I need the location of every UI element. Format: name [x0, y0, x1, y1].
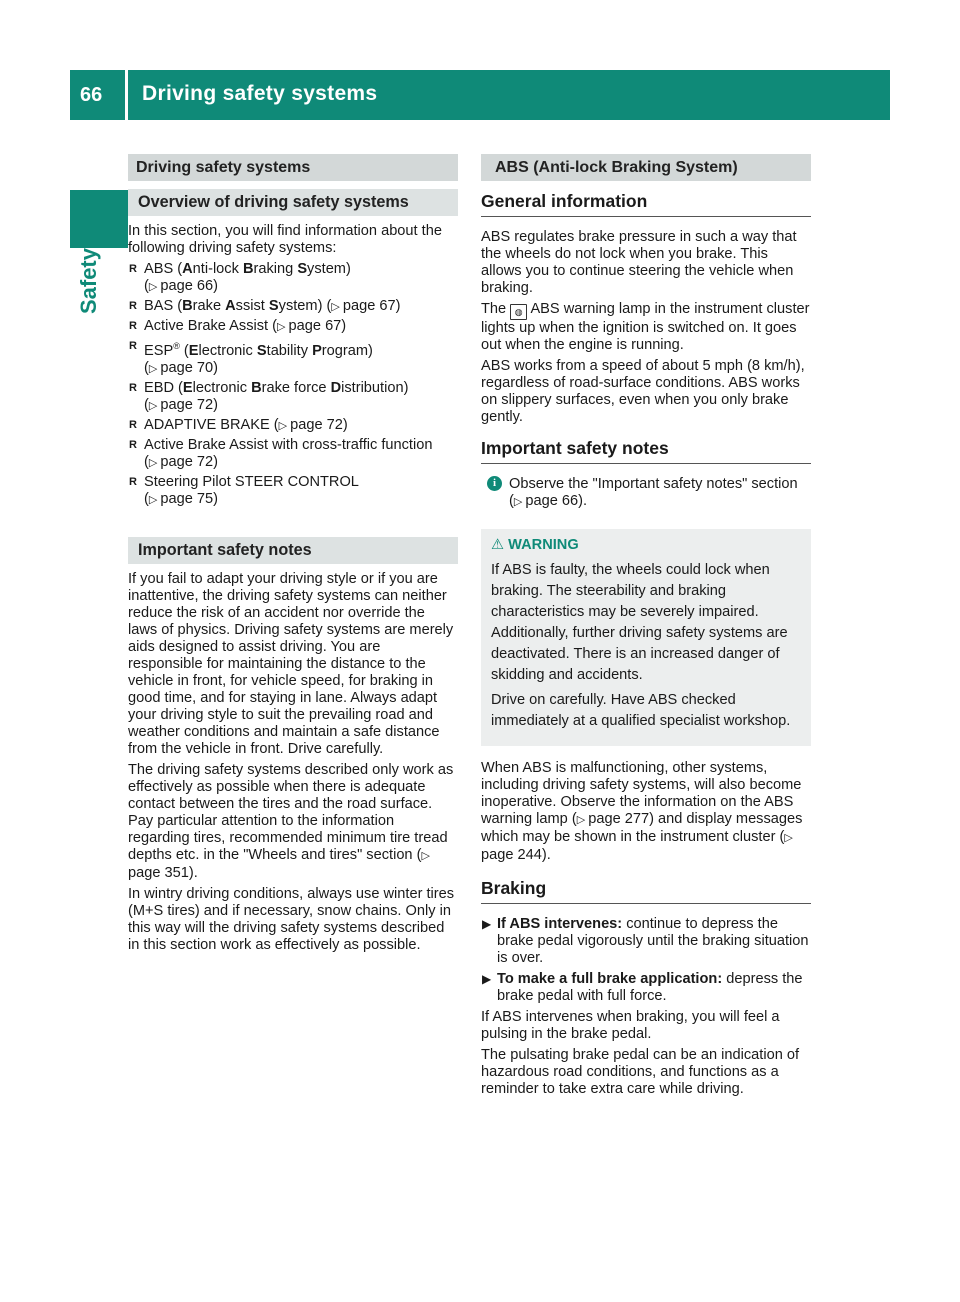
page-ref-link[interactable]: page 72): [160, 396, 219, 413]
safety-paragraph-1: If you fail to adapt your driving style or if you are inattentive, the driving safety systems can neither reduce the risk of an accident nor override the laws of physics. Driving safety systems are merely aids designed to assist driving. You are responsible for maintaining the distance to the vehicle in front, for vehicle speed, for braking in good time, and for staying in lane. Always adapt your driving style to suit the prevailing road and weather conditions and maintain a safe distance from the vehicle in front. Drive carefully.: [128, 570, 454, 757]
braking-paragraph-1: If ABS intervenes when braking, you will feel a pulsing in the brake pedal.: [481, 1009, 780, 1042]
section-title-abs: ABS (Anti-lock Braking System): [481, 154, 811, 181]
safety-paragraph-2-text: The driving safety systems described only work as effectively as possible when there is adequate contact between the tires and the road surface. Pay particular attention to the information regarding tires, recommended minimum tire tread depths etc. in the "Wheels and tires" section (: [128, 761, 454, 863]
page-ref-link[interactable]: page 244).: [481, 847, 551, 863]
malfunction-text-2: and display messages which may be shown in the instrument cluster (: [481, 811, 803, 845]
warning-box: [481, 529, 811, 746]
braking-step-2: [481, 971, 811, 1005]
list-item: R Active Brake Assist (▷ page 67): [129, 318, 347, 334]
page-ref-arrow-icon: ▷: [148, 456, 161, 469]
warning-triangle-icon: ⚠: [491, 537, 509, 553]
page-ref-arrow-icon: ▷: [278, 419, 291, 432]
bullet-icon: R: [129, 418, 137, 431]
general-paragraph-2: [481, 301, 811, 354]
overview-title: Overview of driving safety systems: [128, 189, 458, 216]
system-list: [128, 261, 458, 509]
safety-notes-title: Important safety notes: [128, 537, 458, 564]
list-item-label: ESP® (Electronic Stability Program): [144, 341, 373, 359]
page-ref-arrow-icon: ▷: [513, 496, 526, 508]
safety-paragraph-2: [128, 762, 458, 882]
page-ref-arrow-icon: ▷: [331, 301, 343, 313]
page-ref-link[interactable]: page 75): [160, 490, 219, 507]
warning-paragraph-1: If ABS is faulty, the wheels could lock when braking. The steerability and braking characteristics may be severely impaired. Additionally, further driving safety systems are deactivated. There is an increased danger of skidding and accidents.: [491, 562, 788, 683]
page-header: [70, 70, 890, 120]
general-paragraph-3: ABS works from a speed of about 5 mph (8 km/h), regardless of road-surface conditions. ABS works on slippery surfaces, even when you only brake gently.: [481, 358, 805, 425]
step-arrow-icon: ▶: [482, 917, 492, 931]
list-item-label: ADAPTIVE BRAKE: [144, 416, 274, 433]
page-ref-arrow-icon: ▷: [277, 321, 289, 333]
header-title: Driving safety systems: [142, 82, 378, 105]
page-ref-link[interactable]: page 351).: [128, 864, 198, 881]
bullet-icon: R: [129, 381, 137, 394]
page-ref-link[interactable]: page 277): [588, 811, 654, 827]
braking-title: Braking: [481, 880, 811, 904]
list-item: R ABS (Anti-lock Braking System) (▷ page 66): [129, 261, 351, 294]
bullet-icon: R: [129, 300, 137, 312]
list-item: R BAS (Brake Assist System) (▷ page 67): [129, 298, 401, 314]
list-item-label: BAS (Brake Assist System): [144, 298, 327, 314]
list-item: R Active Brake Assist with cross-traffic function (▷ page 72): [129, 436, 433, 470]
page-ref-link[interactable]: page 67): [288, 318, 347, 334]
info-icon: i: [487, 476, 502, 491]
list-item-label: Active Brake Assist: [144, 318, 273, 334]
page-ref-arrow-icon: ▷: [148, 493, 161, 506]
header-divider: [125, 70, 128, 120]
step-2-bold: To make a full brake application:: [497, 971, 723, 987]
page-ref-arrow-icon: ▷: [148, 399, 161, 412]
warning-title: [491, 537, 801, 554]
list-item: R Steering Pilot STEER CONTROL (▷ page 75): [129, 473, 359, 507]
general-paragraph-2-post: ABS warning lamp in the instrument cluster lights up when the ignition is switched on. It goes out when the engine is running.: [481, 301, 810, 353]
list-item-label: Active Brake Assist with cross-traffic function: [144, 436, 433, 453]
step-arrow-icon: ▶: [482, 972, 492, 986]
bullet-icon: R: [129, 263, 137, 275]
step-2-text: depress the brake pedal with full force.: [497, 971, 803, 1004]
page-ref-arrow-icon: ▷: [421, 849, 430, 862]
step-1-text: continue to depress the brake pedal vigorously until the braking situation is over.: [497, 916, 809, 966]
safety-paragraph-3: In wintry driving conditions, always use winter tires (M+S tires) and if necessary, snow chains. Only in this way will the driving safety systems described in this section work as effectively as possible.: [128, 885, 455, 953]
list-item: R ADAPTIVE BRAKE (▷ page 72): [129, 416, 348, 433]
page-number: 66: [80, 84, 103, 106]
abs-warning-lamp-icon: ◍: [510, 304, 527, 320]
page-ref-link[interactable]: page 66): [160, 278, 219, 294]
step-1-bold: If ABS intervenes:: [497, 916, 623, 932]
page-ref-link[interactable]: page 72): [160, 453, 219, 470]
chapter-tab-block: [70, 190, 128, 248]
general-paragraph-2-pre: The: [481, 301, 511, 317]
list-item-label: EBD (Electronic Brake force Distribution): [144, 379, 409, 396]
braking-step-1: [481, 916, 811, 967]
section-title-driving-safety: Driving safety systems: [128, 154, 458, 181]
bullet-icon: R: [129, 320, 137, 332]
page-ref-arrow-icon: ▷: [148, 362, 161, 375]
malfunction-paragraph: [481, 760, 811, 864]
malfunction-text-1: When ABS is malfunctioning, other systems, including driving safety systems, will also become inoperative. Observe the information on the ABS warning lamp (: [481, 760, 802, 827]
list-item-label: Steering Pilot STEER CONTROL: [144, 473, 359, 490]
general-paragraph-1: ABS regulates brake pressure in such a way that the wheels do not lock when you brake. This allows you to continue steering the vehicle when braking.: [481, 229, 797, 296]
page-ref-link[interactable]: page 70): [160, 359, 219, 376]
list-item: R EBD (Electronic Brake force Distribution) (▷ page 72): [129, 379, 409, 413]
left-column: [128, 154, 458, 958]
page-ref-arrow-icon: ▷: [784, 832, 793, 844]
abs-safety-notes-title: Important safety notes: [481, 440, 811, 464]
chapter-label: Safety: [76, 248, 101, 315]
info-note: [481, 476, 811, 511]
bullet-icon: R: [129, 475, 137, 488]
bullet-icon: R: [129, 340, 137, 352]
page-ref-arrow-icon: ▷: [148, 281, 161, 293]
list-item-label: ABS (Anti-lock Braking System): [144, 261, 351, 277]
right-column: [481, 154, 811, 1102]
overview-intro: In this section, you will find information about the following driving safety systems:: [128, 223, 442, 256]
general-info-title: General information: [481, 193, 811, 217]
info-text: Observe the "Important safety notes" section (: [509, 476, 798, 509]
braking-paragraph-2: The pulsating brake pedal can be an indication of hazardous road conditions, and functions as a reminder to take extra care while driving.: [481, 1047, 800, 1097]
page-ref-link[interactable]: page 72): [290, 416, 348, 433]
page-ref-arrow-icon: ▷: [576, 814, 589, 826]
list-item: R ESP® (Electronic Stability Program) (▷ page 70): [129, 340, 373, 376]
bullet-icon: R: [129, 438, 137, 451]
page-ref-link[interactable]: page 67): [342, 298, 401, 314]
warning-paragraph-2: Drive on carefully. Have ABS checked immediately at a qualified specialist workshop.: [491, 692, 791, 729]
warning-title-text: WARNING: [508, 537, 579, 553]
page-ref-link[interactable]: page 66).: [525, 493, 588, 509]
